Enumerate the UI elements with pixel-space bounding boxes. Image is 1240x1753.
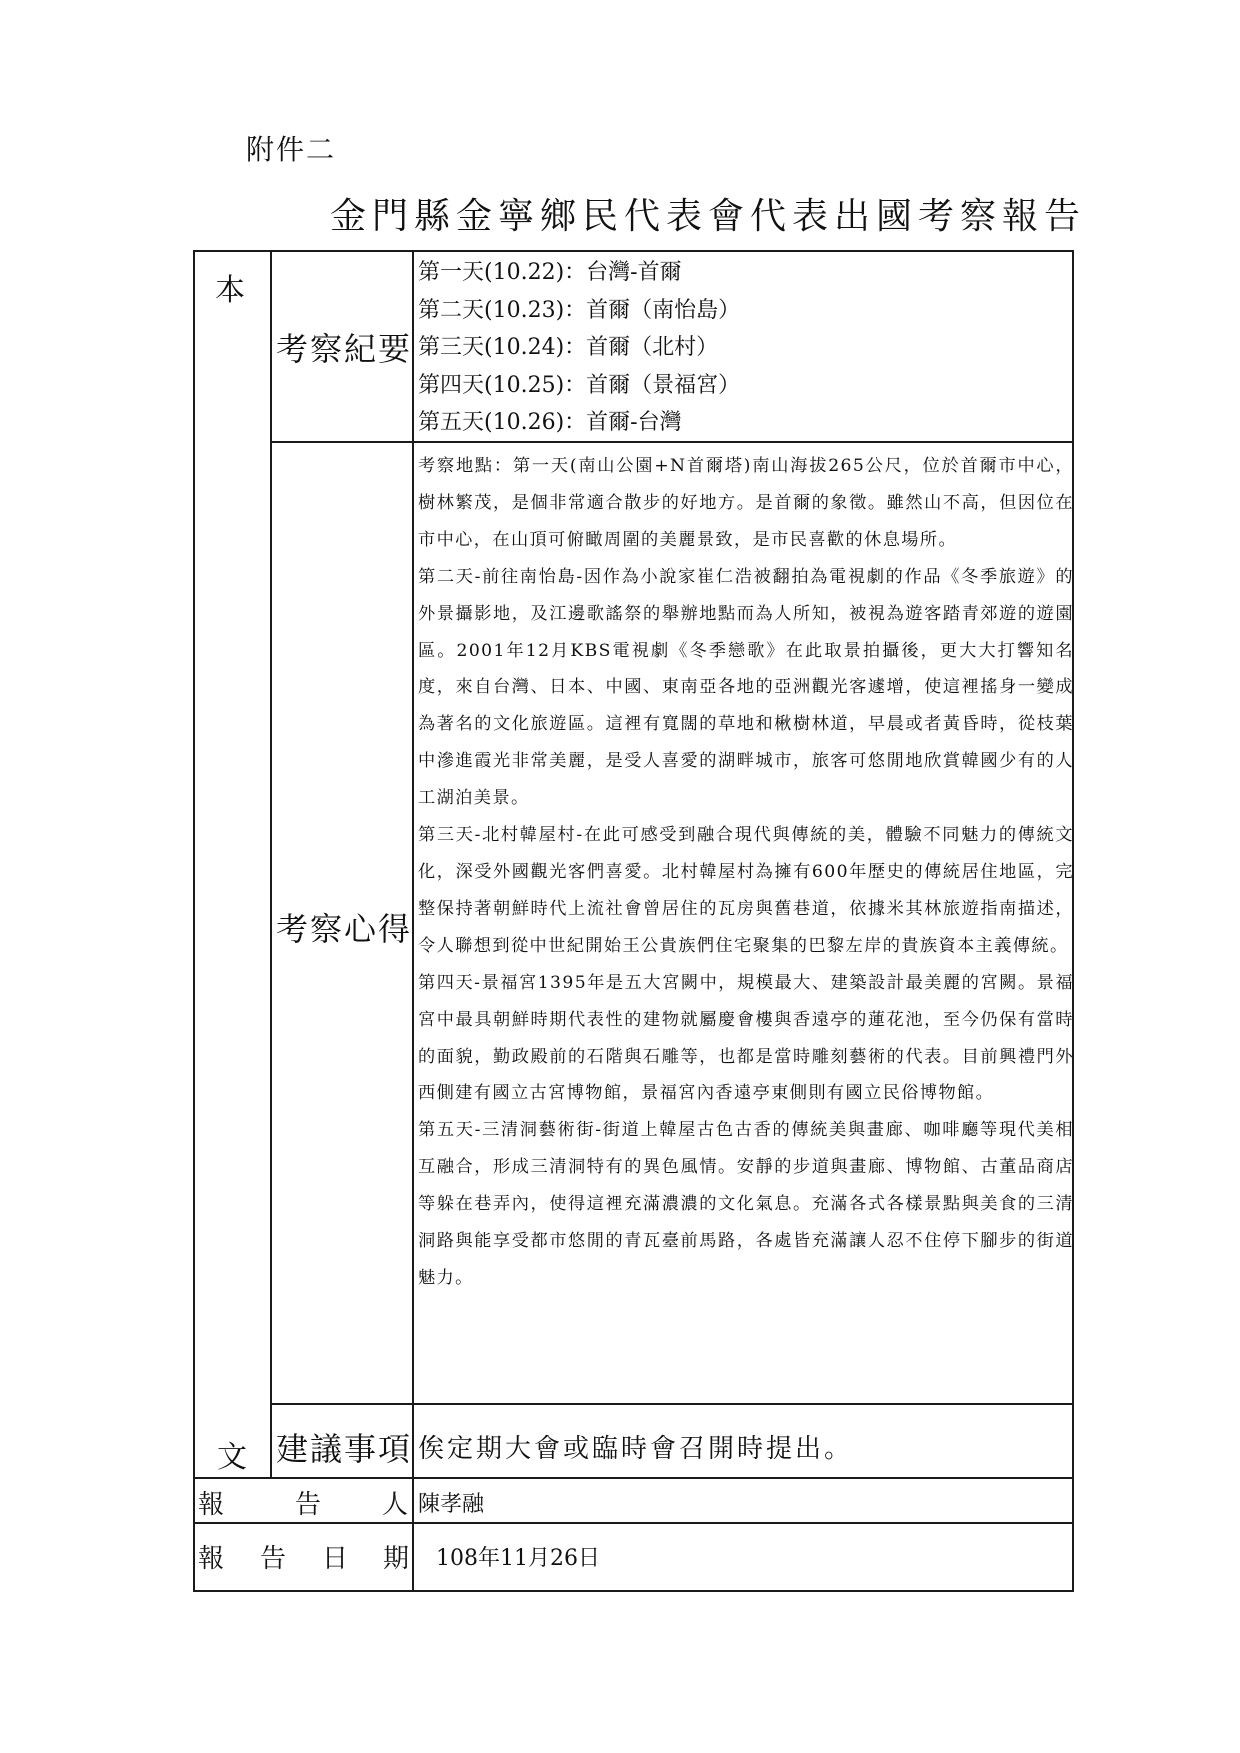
insight-paragraph: 第三天-北村韓屋村-在此可感受到融合現代與傳統的美，體驗不同魅力的傳統文化，深受外國觀光客們喜愛。北村韓屋村為擁有600年歷史的傳統居住地區，完整保持著朝鮮時代上流社會曾居住的瓦房與舊巷道，依據米其林旅遊指南描述，令人聯想到從中世紀開始王公貴族們住宅聚集的巴黎左岸的貴族資本主義傳統。: [418, 825, 1074, 956]
summary-list: [418, 254, 1073, 442]
insight-label: 考察心得: [276, 910, 413, 948]
summary-line: 第二天(10.23)：首爾（南怡島）: [418, 297, 741, 323]
reporter-label-char: 人: [382, 1490, 409, 1520]
suggestion-text: 俟定期大會或臨時會召開時提出。: [418, 1434, 854, 1464]
divider-label-column: [412, 250, 414, 1592]
attachment-label: 附件二: [246, 133, 337, 166]
date-label-char: 期: [383, 1544, 410, 1574]
divider-insight-suggestion: [270, 1403, 1074, 1405]
page-title: 金門縣金寧鄉民代表會代表出國考察報告: [330, 196, 1087, 237]
date-label-char: 日: [322, 1544, 349, 1574]
insight-paragraph: 考察地點：第一天(南山公園+N首爾塔)南山海拔265公尺，位於首爾市中心，樹林繁茂，是個非常適合散步的好地方。是首爾的象徵。雖然山不高，但因位在市中心，在山頂可俯瞰周圍的美麗景致，是市民喜歡的休息場所。: [418, 456, 1074, 550]
insight-paragraph: 第五天-三清洞藝術街-街道上韓屋古色古香的傳統美與畫廊、咖啡廳等現代美相互融合，形成三清洞特有的異色風情。安靜的步道與畫廊、博物館、古董品商店等躲在巷弄內，使得這裡充滿濃濃的文化氣息。充滿各式各樣景點與美食的三清洞路與能享受都市悠閒的青瓦臺前馬路，各處皆充滿讓人忍不住停下腳步的街道魅力。: [418, 1120, 1074, 1288]
insight-body: [418, 448, 1074, 1297]
table-border-left: [193, 250, 195, 1592]
summary-label: 考察紀要: [276, 330, 413, 368]
summary-line: 第五天(10.26)：首爾-台灣: [418, 410, 682, 435]
reporter-label-char: 報: [198, 1490, 225, 1520]
table-border-top: [193, 250, 1074, 252]
side-label-bottom: 文: [217, 1440, 247, 1475]
summary-line: 第一天(10.22)：台灣-首爾: [418, 260, 682, 285]
summary-line: 第四天(10.25)：首爾（景福宮）: [418, 372, 741, 398]
date-label-char: 報: [198, 1544, 225, 1574]
divider-suggestion-reporter: [193, 1477, 1074, 1479]
reporter-label-char: 告: [295, 1490, 322, 1520]
insight-paragraph: 第四天-景福宮1395年是五大宮闕中，規模最大、建築設計最美麗的宮闕。景福宮中最具朝鮮時期代表性的建物就屬慶會樓與香遠亭的蓮花池，至今仍保有當時的面貌，勤政殿前的石階與石雕等，也都是當時雕刻藝術的代表。目前興禮門外西側建有國立古宮博物館，景福宮內香遠亭東側則有國立民俗博物館。: [418, 972, 1074, 1104]
insight-paragraph: 第二天-前往南怡島-因作為小說家崔仁浩被翻拍為電視劇的作品《冬季旅遊》的外景攝影地，及江邊歌謠祭的舉辦地點而為人所知，被視為遊客踏青郊遊的遊園區。2001年12月KBS電視劇《冬季戀歌》在此取景拍攝後，更大大打響知名度，來自台灣、日本、中國、東南亞各地的亞洲觀光客遽增，使這裡搖身一變成為著名的文化旅遊區。這裡有寬闊的草地和楸樹林道，早晨或者黃昏時，從枝葉中滲進霞光非常美麗，是受人喜愛的湖畔城市，旅客可悠閒地欣賞韓國少有的人工湖泊美景。: [418, 566, 1074, 809]
table-border-bottom: [193, 1590, 1074, 1592]
side-label-top: 本: [215, 273, 245, 308]
summary-line: 第三天(10.24)：首爾（北村）: [418, 335, 719, 360]
divider-reporter-date: [193, 1522, 1074, 1524]
reporter-name: 陳孝融: [418, 1492, 485, 1517]
report-date: 108年11月26日: [436, 1546, 600, 1571]
divider-side-column: [270, 250, 272, 1478]
suggestion-label: 建議事項: [276, 1430, 413, 1468]
date-label-char: 告: [260, 1544, 287, 1574]
